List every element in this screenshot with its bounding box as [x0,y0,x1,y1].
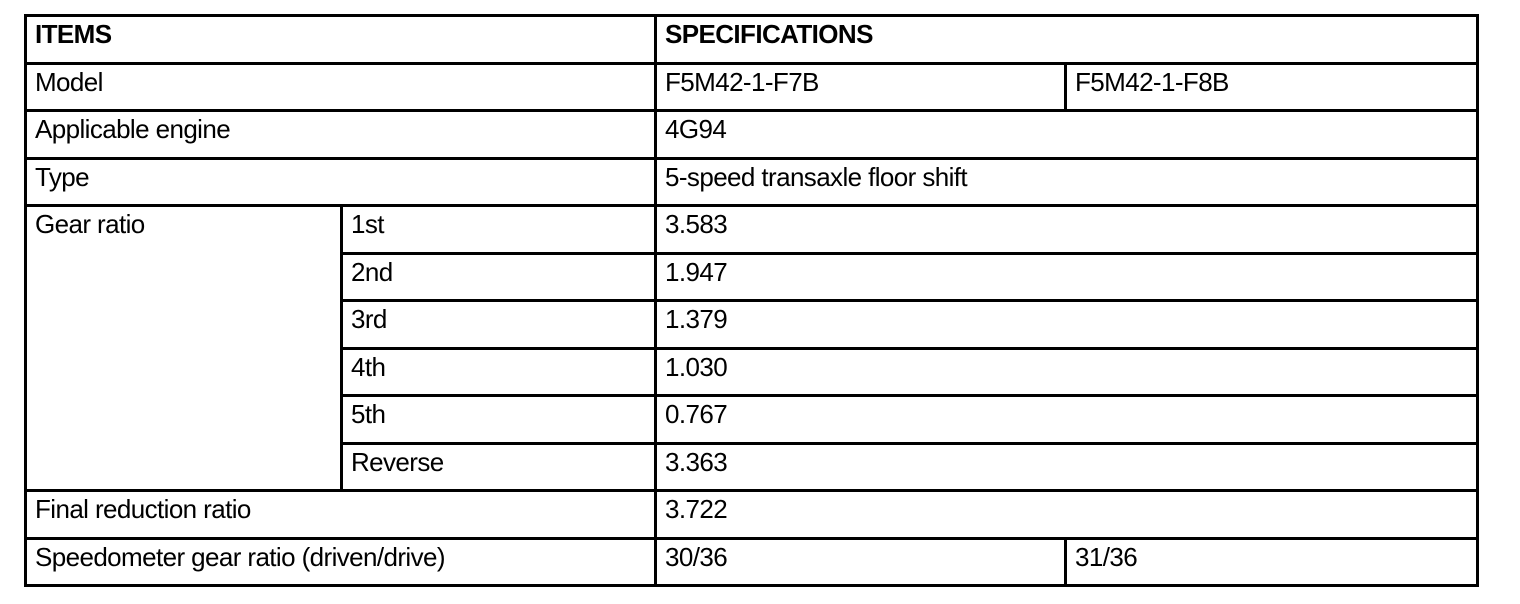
final-reduction-ratio-value: 3.722 [656,491,1478,539]
gear-name: 1st [342,206,656,254]
model-row [26,63,1478,111]
speedometer-gear-ratio-value-f7b: 30/36 [656,538,1066,586]
items-header: ITEMS [26,16,656,64]
speedometer-gear-ratio-value-f8b: 31/36 [1066,538,1478,586]
model-value-f8b: F5M42-1-F8B [1066,63,1478,111]
gear-ratio-value: 1.947 [656,253,1478,301]
gear-name: 2nd [342,253,656,301]
header-row [26,16,1478,64]
gear-ratio-value: 0.767 [656,396,1478,444]
final-reduction-ratio-row [26,491,1478,539]
type-value: 5-speed transaxle floor shift [656,158,1478,206]
specifications-header: SPECIFICATIONS [656,16,1478,64]
gear-ratio-value: 3.583 [656,206,1478,254]
applicable-engine-value: 4G94 [656,111,1478,159]
gear-ratio-value: 1.030 [656,348,1478,396]
applicable-engine-label: Applicable engine [26,111,656,159]
gear-ratio-row [26,206,1478,254]
gear-name: 4th [342,348,656,396]
speedometer-gear-ratio-row [26,538,1478,586]
applicable-engine-row [26,111,1478,159]
gear-name: 5th [342,396,656,444]
type-label: Type [26,158,656,206]
type-row [26,158,1478,206]
gear-name: 3rd [342,301,656,349]
speedometer-gear-ratio-label: Speedometer gear ratio (driven/drive) [26,538,656,586]
model-label: Model [26,63,656,111]
specifications-table [24,14,1479,587]
gear-ratio-value: 1.379 [656,301,1478,349]
gear-ratio-label: Gear ratio [26,206,342,491]
final-reduction-ratio-label: Final reduction ratio [26,491,656,539]
model-value-f7b: F5M42-1-F7B [656,63,1066,111]
gear-ratio-value: 3.363 [656,443,1478,491]
gear-name: Reverse [342,443,656,491]
